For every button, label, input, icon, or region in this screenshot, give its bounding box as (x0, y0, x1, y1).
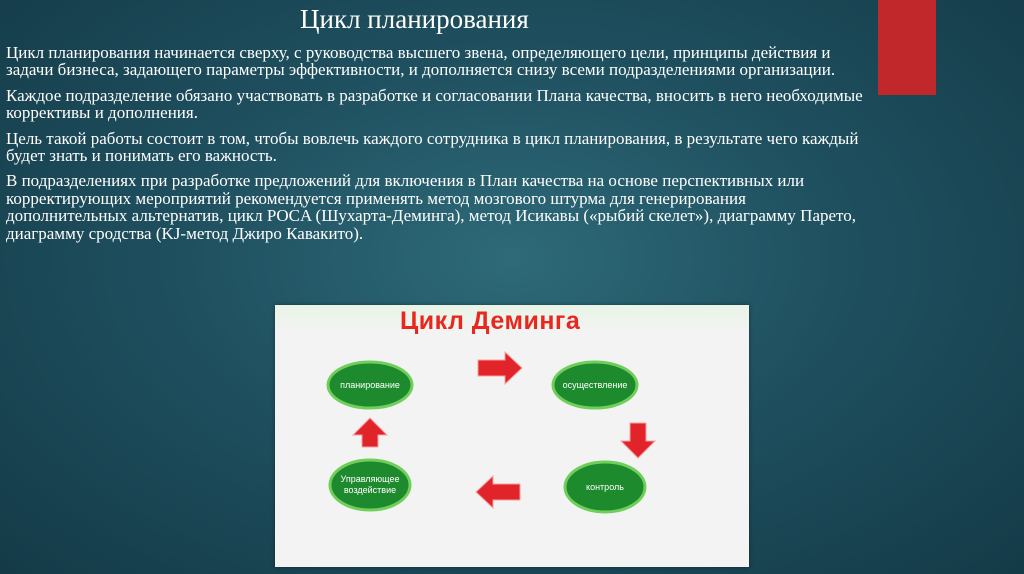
node-plan-label: планирование (340, 380, 400, 390)
cycle-diagram (275, 305, 749, 567)
paragraph-3: Цель такой работы состоит в том, чтобы вовлечь каждого сотрудника в цикл планирования, в результате чего каждый будет знать и понимать его важность. (6, 128, 859, 166)
arrow-up-icon (353, 418, 387, 447)
arrow-left-icon (476, 476, 520, 508)
paragraph-1: Цикл планирования начинается сверху, с руководства высшего звена, определяющего цели, принципы действия и задачи бизнеса, задающего параметры эффективности, и дополняется снизу всеми подразделениями организации. (6, 43, 836, 80)
arrow-right-icon (478, 352, 522, 384)
arrow-down-icon (621, 423, 655, 458)
paragraph-4: В подразделениях при разработке предложений для включения в План качества на основе перспективных или корректирующих мероприятий рекомендуется применять метод мозгового штурма для генерирования дополнительных альтернатив, цикл PОCA (Шухарта-Деминга), метод Исикавы («рыбий скелет»), диаграмму Парето, диаграмму сродства (KJ-метод Джиро Кавакито). (6, 171, 856, 243)
node-check-label: контроль (586, 482, 624, 492)
slide-body (6, 44, 870, 250)
node-do-label: осуществление (562, 380, 628, 390)
accent-tab (878, 0, 936, 95)
node-act-label: Управляющее воздействие (340, 474, 400, 495)
paragraph-2: Каждое подразделение обязано участвовать в разработке и согласовании Плана качества, вносить в него необходимые коррективы и дополнения. (6, 85, 863, 123)
deming-cycle-figure (275, 305, 749, 567)
page-title: Цикл планирования (300, 4, 529, 34)
diagram-title: Цикл Деминга (400, 307, 581, 335)
